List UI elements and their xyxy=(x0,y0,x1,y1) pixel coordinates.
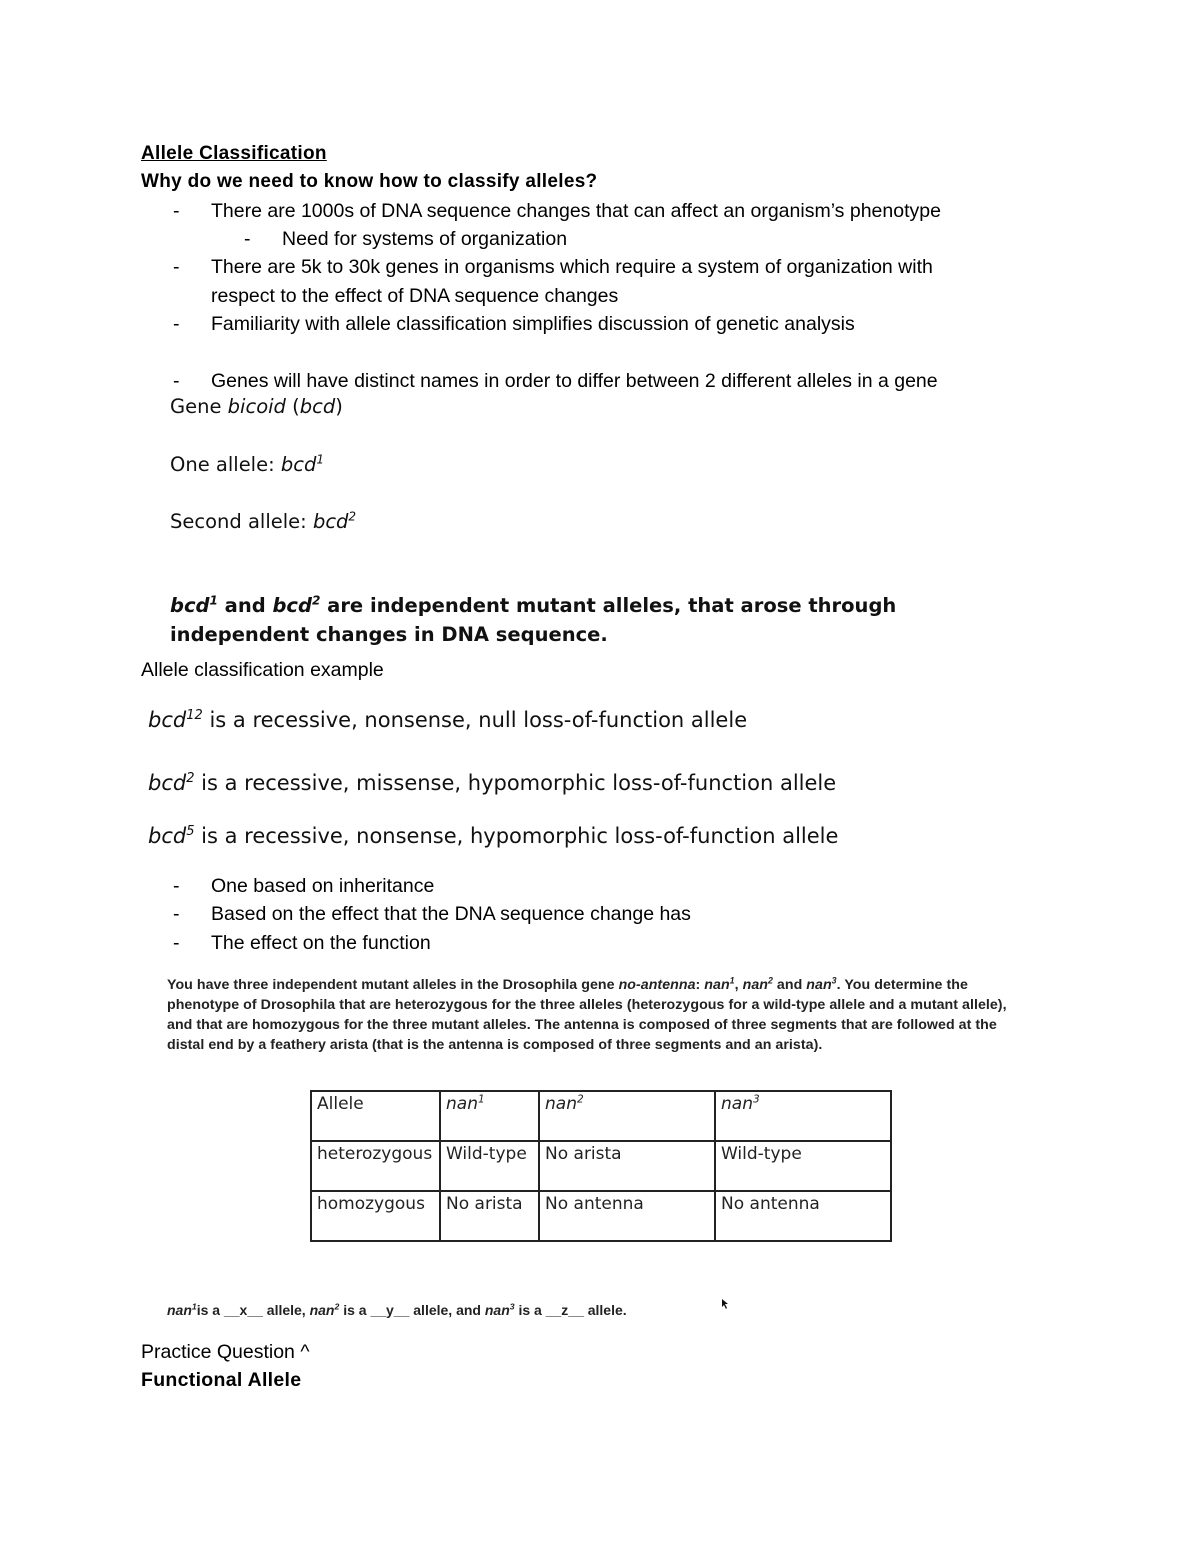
problem-line-3: and that are homozygous for the three mutant alleles. The antenna is composed of three segments that are followed at the xyxy=(167,1017,997,1033)
allele-symbol: bcd xyxy=(272,594,312,617)
allele-symbol: bcd xyxy=(148,824,187,848)
question-text: is a __x__ allele, xyxy=(196,1302,310,1318)
allele-superscript: 3 xyxy=(752,1093,760,1106)
allele-superscript: 2 xyxy=(767,975,773,986)
allele-superscript: 1 xyxy=(209,593,218,608)
allele-symbol: nan xyxy=(167,1302,192,1318)
table-cell: homozygous xyxy=(311,1191,440,1241)
mouse-pointer-icon xyxy=(721,1298,729,1310)
allele-symbol: bcd xyxy=(148,771,187,795)
list-item-continuation: respect to the effect of DNA sequence changes xyxy=(211,285,619,307)
table-cell: No arista xyxy=(440,1191,539,1241)
list-item-text: One based on inheritance xyxy=(211,875,435,897)
table-header-cell xyxy=(539,1091,715,1141)
allele-symbol: nan xyxy=(704,977,730,993)
one-allele-label: One allele: xyxy=(170,453,281,476)
allele-superscript: 2 xyxy=(348,509,357,524)
list-item: - Familiarity with allele classification simplifies discussion of genetic analysis xyxy=(173,313,855,335)
functional-allele-heading: Functional Allele xyxy=(141,1369,302,1391)
allele-symbol: nan xyxy=(742,977,768,993)
example-line xyxy=(148,708,747,732)
allele-superscript: 1 xyxy=(477,1093,485,1106)
allele-symbol: nan xyxy=(806,977,832,993)
table-cell: No arista xyxy=(539,1141,715,1191)
phenotype-table xyxy=(310,1090,892,1242)
allele-symbol: bcd xyxy=(170,594,210,617)
table-row xyxy=(311,1191,891,1241)
table-cell: heterozygous xyxy=(311,1141,440,1191)
gene-prefix: Gene xyxy=(170,395,228,418)
example-label: Allele classification example xyxy=(141,659,384,681)
table-cell: No antenna xyxy=(715,1191,891,1241)
list-item-text: Need for systems of organization xyxy=(282,228,568,250)
list-item-text: Genes will have distinct names in order to differ between 2 different alleles in a gene xyxy=(211,370,938,392)
gene-name: bicoid xyxy=(227,395,286,418)
one-allele-line xyxy=(170,453,324,476)
section-question: Why do we need to know how to classify alleles? xyxy=(141,171,598,192)
allele-symbol: nan xyxy=(309,1302,335,1318)
problem-text: You have three independent mutant alleles in the Drosophila gene xyxy=(167,977,619,993)
list-item-text: Based on the effect that the DNA sequence change has xyxy=(211,903,691,925)
list-item-text: The effect on the function xyxy=(211,932,431,954)
list-item: - Genes will have distinct names in order to differ between 2 different alleles in a gene xyxy=(173,370,938,392)
table-header-row xyxy=(311,1091,891,1141)
question-text: is a __z__ allele. xyxy=(514,1302,627,1318)
list-item: - There are 5k to 30k genes in organisms which require a system of organization with xyxy=(173,256,933,278)
allele-superscript: 3 xyxy=(831,975,837,986)
practice-question-label: Practice Question ^ xyxy=(141,1341,310,1363)
conjunction: and xyxy=(217,594,273,617)
allele-superscript: 12 xyxy=(186,708,203,723)
list-item: - One based on inheritance xyxy=(173,875,435,897)
example-line xyxy=(148,824,838,848)
second-allele-line xyxy=(170,510,356,533)
independent-alleles-statement-line2: independent changes in DNA sequence. xyxy=(170,623,608,646)
allele-symbol: nan xyxy=(721,1094,753,1114)
allele-symbol: nan xyxy=(545,1094,577,1114)
problem-line-2: phenotype of Drosophila that are heterozygous for the three alleles (heterozygous for a wild-type allele and a mutant allele), xyxy=(167,997,1007,1013)
independent-alleles-statement xyxy=(170,594,896,617)
list-item: - The effect on the function xyxy=(173,932,431,954)
example-text: is a recessive, missense, hypomorphic loss-of-function allele xyxy=(194,771,837,795)
list-item: - Based on the effect that the DNA sequence change has xyxy=(173,903,691,925)
table-header-cell: Allele xyxy=(311,1091,440,1141)
question-text: is a __y__ allele, and xyxy=(339,1302,485,1318)
allele-superscript: 1 xyxy=(729,975,735,986)
gene-symbol: bcd xyxy=(299,395,336,418)
example-line xyxy=(148,771,836,795)
problem-line-1 xyxy=(167,975,968,995)
allele-symbol: bcd xyxy=(148,708,187,732)
table-row xyxy=(311,1141,891,1191)
table-cell: No antenna xyxy=(539,1191,715,1241)
page-title: Allele Classification xyxy=(141,143,327,164)
table-cell: Wild-type xyxy=(440,1141,539,1191)
allele-superscript: 2 xyxy=(311,593,321,608)
second-allele-label: Second allele: xyxy=(170,510,313,533)
fill-in-question xyxy=(167,1302,627,1318)
table-cell: Wild-type xyxy=(715,1141,891,1191)
conjunction: and xyxy=(772,977,807,993)
allele-superscript: 2 xyxy=(334,1301,340,1312)
list-item: - Need for systems of organization xyxy=(244,228,568,250)
allele-symbol: nan xyxy=(484,1302,510,1318)
table-header-cell xyxy=(715,1091,891,1141)
allele-symbol: bcd xyxy=(280,453,317,476)
list-item-text: There are 5k to 30k genes in organisms which require a system of organization with xyxy=(211,256,933,278)
list-item-text: There are 1000s of DNA sequence changes that can affect an organism’s phenotype xyxy=(211,200,941,222)
allele-symbol: nan xyxy=(446,1094,478,1114)
gene-name-line: Gene bicoid (bcd) xyxy=(170,395,343,418)
list-item: - There are 1000s of DNA sequence changes that can affect an organism’s phenotype xyxy=(173,200,941,222)
allele-superscript: 3 xyxy=(509,1301,515,1312)
problem-text: . You determine the xyxy=(836,977,968,993)
allele-superscript: 5 xyxy=(186,824,195,839)
punctuation: : xyxy=(695,977,705,993)
problem-line-4: distal end by a feathery arista (that is the antenna is composed of three segments and an arista). xyxy=(167,1037,823,1053)
allele-superscript: 1 xyxy=(316,452,325,467)
example-text: is a recessive, nonsense, hypomorphic loss-of-function allele xyxy=(194,824,839,848)
allele-symbol: bcd xyxy=(312,510,349,533)
allele-superscript: 2 xyxy=(576,1093,584,1106)
punctuation: , xyxy=(734,977,743,993)
allele-superscript: 1 xyxy=(191,1301,197,1312)
statement-text: are independent mutant alleles, that arose through xyxy=(327,594,897,617)
gene-name: no-antenna xyxy=(618,977,696,993)
table-header-cell xyxy=(440,1091,539,1141)
list-item-text: Familiarity with allele classification simplifies discussion of genetic analysis xyxy=(211,313,855,335)
allele-superscript: 2 xyxy=(186,771,195,786)
example-text: is a recessive, nonsense, null loss-of-function allele xyxy=(202,708,748,732)
